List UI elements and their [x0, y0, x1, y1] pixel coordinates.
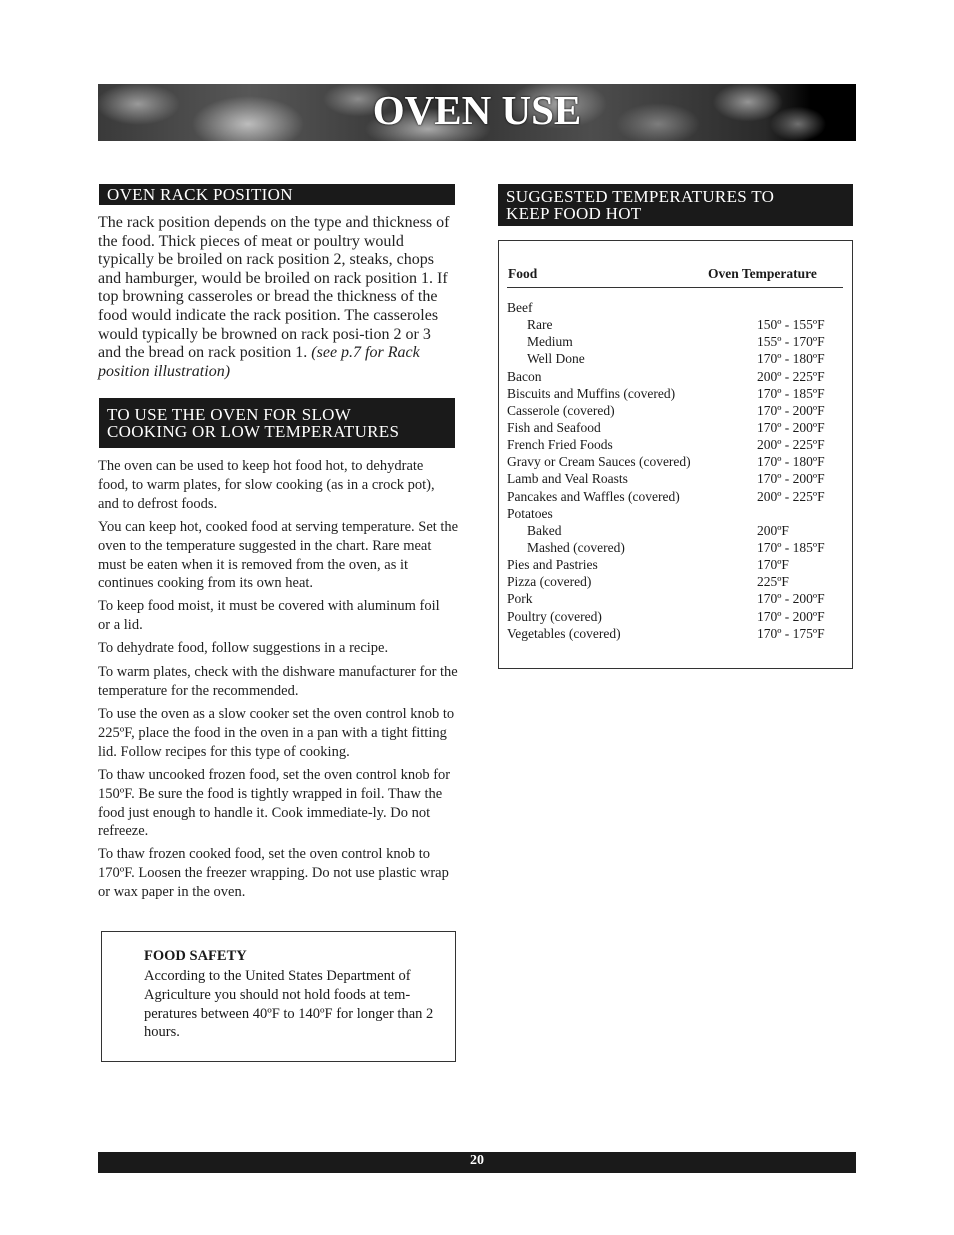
temperature-cell: 170º - 200ºF: [757, 471, 825, 487]
rack-section-header: [99, 184, 455, 205]
slow-header-line1: TO USE THE OVEN FOR SLOW: [107, 405, 352, 424]
temperature-cell: 155º - 170ºF: [757, 334, 825, 350]
temperature-cell: 170º - 180ºF: [757, 454, 825, 470]
table-row: [507, 350, 837, 367]
table-row: [507, 573, 837, 590]
food-cell: Gravy or Cream Sauces (covered): [507, 454, 691, 470]
food-cell: Potatoes: [507, 505, 553, 521]
food-cell: Mashed (covered): [527, 539, 625, 555]
temperature-cell: 170º - 185ºF: [757, 539, 825, 555]
table-row: [507, 470, 837, 487]
table-header-row: [507, 265, 843, 288]
food-cell: Rare: [527, 317, 553, 333]
page-number: 20: [470, 1153, 484, 1168]
temperature-table: [498, 240, 853, 669]
table-row: [507, 625, 837, 642]
temperature-cell: 170º - 200ºF: [757, 402, 825, 418]
table-row: [507, 368, 837, 385]
rack-section-header-text: OVEN RACK POSITION: [107, 185, 293, 204]
food-safety-text: According to the United States Department of Agriculture you should not hold foods at tem-peratures between 40ºF to 140ºF for longer than 2 hours.: [144, 968, 434, 1041]
food-cell: Pizza (covered): [507, 574, 592, 590]
food-cell: Vegetables (covered): [507, 625, 621, 641]
footer-bar: [98, 1152, 856, 1173]
food-cell: Pork: [507, 591, 533, 607]
food-cell: Medium: [527, 334, 573, 350]
table-row: [507, 522, 837, 539]
food-cell: Fish and Seafood: [507, 419, 601, 435]
page-title: OVEN USE: [372, 87, 582, 133]
table-row: [507, 419, 837, 436]
slow-paragraph: To warm plates, check with the dishware manufacturer for the temperature for the recommended.: [98, 664, 458, 699]
rack-reference: (see p.7 for Rack position illustration): [98, 344, 420, 380]
table-row: [507, 402, 837, 419]
slow-paragraph: To dehydrate food, follow suggestions in a recipe.: [98, 640, 389, 656]
rack-body-text: The rack position depends on the type and thickness of the food. Thick pieces of meat or poultry would typically be broiled on rack position 2, steaks, chops and hamburger, would be broiled on rack position 1. If top browning casseroles or bread the thickness of the food would indicate the rack position. The casseroles would typically be browned on rack posi-tion 2 or 3 and the bread on rack position 1.: [98, 214, 450, 362]
table-row: [507, 333, 837, 350]
slow-paragraph: To thaw uncooked frozen food, set the oven control knob for 150ºF. Be sure the food is tightly wrapped in foil. Thaw the food just enough to handle it. Cook immediate-ly. Do not refreeze.: [98, 767, 451, 840]
column-header-food: Food: [508, 266, 538, 281]
table-row: [507, 556, 837, 573]
slow-paragraph: The oven can be used to keep hot food hot, to dehydrate food, to warm plates, for slow cooking (as in a crock pot), and to defrost foods.: [98, 458, 435, 512]
temperature-cell: 170º - 180ºF: [757, 351, 825, 367]
table-row: [507, 385, 837, 402]
food-cell: Lamb and Veal Roasts: [507, 471, 628, 487]
table-row: [507, 299, 837, 316]
temperature-cell: 150º - 155ºF: [757, 317, 825, 333]
column-header-temperature: Oven Temperature: [708, 266, 817, 281]
table-row: [507, 436, 837, 453]
table-row: [507, 539, 837, 556]
table-row: [507, 488, 837, 505]
temperature-cell: 200º - 225ºF: [757, 368, 825, 384]
title-banner: [98, 84, 856, 141]
temperature-cell: 170º - 200ºF: [757, 419, 825, 435]
food-cell: Pies and Pastries: [507, 557, 598, 573]
table-row: [507, 316, 837, 333]
slow-paragraph: To keep food moist, it must be covered with aluminum foil or a lid.: [98, 598, 440, 633]
temperature-cell: 170º - 185ºF: [757, 385, 825, 401]
food-cell: Beef: [507, 300, 533, 315]
food-safety-title: FOOD SAFETY: [144, 948, 247, 964]
temps-header-line1: SUGGESTED TEMPERATURES TO: [506, 187, 775, 206]
rack-section-body: [98, 214, 454, 381]
food-cell: Bacon: [507, 368, 542, 384]
food-cell: Biscuits and Muffins (covered): [507, 385, 676, 401]
temperature-cell: 225ºF: [757, 574, 789, 590]
food-cell: Pancakes and Waffles (covered): [507, 488, 680, 504]
food-cell: Casserole (covered): [507, 402, 615, 418]
slow-header-line2: COOKING OR LOW TEMPERATURES: [107, 422, 400, 441]
temperature-rows: [507, 299, 837, 642]
temperature-cell: 170º - 200ºF: [757, 608, 825, 624]
table-row: [507, 505, 837, 522]
slow-paragraph: You can keep hot, cooked food at serving temperature. Set the oven to the temperature suggested in the chart. Rare meat must be eaten when it is removed from the oven, as it continues cooking from its own heat.: [98, 519, 459, 592]
slow-section-header: [99, 398, 455, 448]
temperature-cell: 170º - 175ºF: [757, 625, 825, 641]
temperature-cell: 200º - 225ºF: [757, 437, 825, 453]
temps-section-header: [498, 184, 853, 226]
table-row: [507, 590, 837, 607]
slow-paragraph: To thaw frozen cooked food, set the oven control knob to 170ºF. Loosen the freezer wrapping. Do not use plastic wrap or wax paper in the oven.: [98, 846, 449, 900]
temps-header-line2: KEEP FOOD HOT: [506, 204, 642, 223]
slow-paragraph: To use the oven as a slow cooker set the oven control knob to 225ºF, place the food in the oven in a pan with a tight fitting lid. Follow recipes for this type of cooking.: [98, 706, 455, 760]
food-cell: Well Done: [527, 351, 585, 367]
food-cell: French Fried Foods: [507, 437, 613, 453]
temperature-cell: 200º - 225ºF: [757, 488, 825, 504]
temperature-cell: 170ºF: [757, 557, 789, 573]
food-safety-box: [101, 931, 456, 1062]
temperature-cell: 200ºF: [757, 522, 789, 538]
food-cell: Poultry (covered): [507, 608, 602, 624]
table-row: [507, 453, 837, 470]
table-row: [507, 608, 837, 625]
temperature-cell: 170º - 200ºF: [757, 591, 825, 607]
food-cell: Baked: [527, 522, 562, 538]
